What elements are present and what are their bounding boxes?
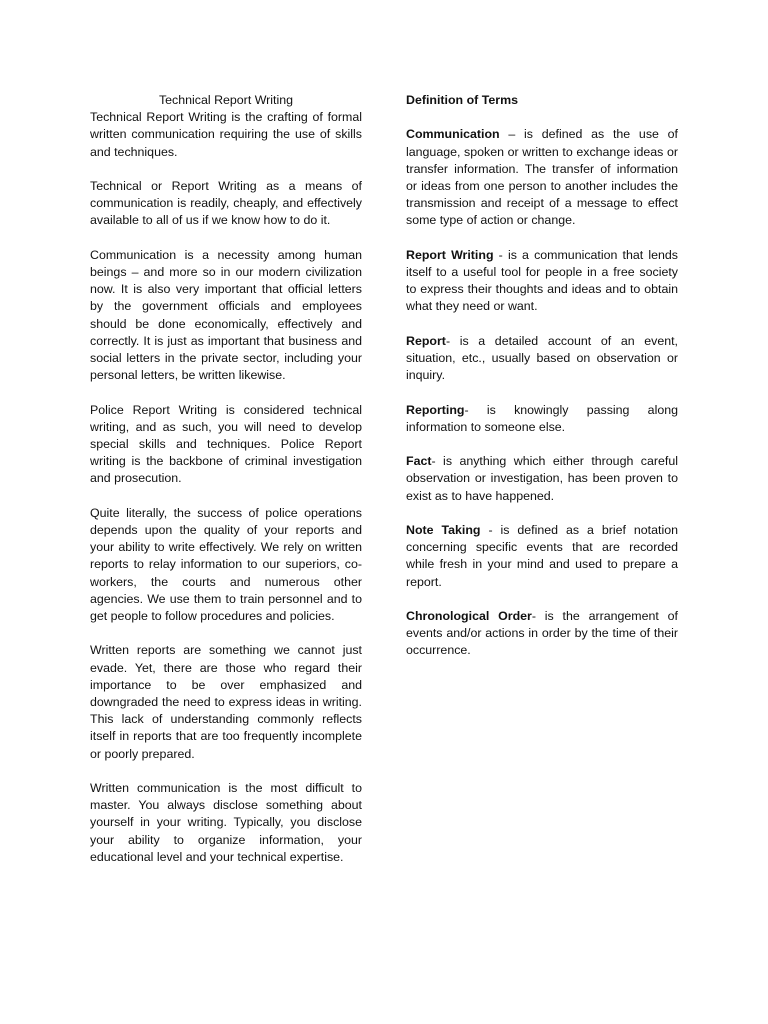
paragraph: Written reports are something we cannot just evade. Yet, there are those who regard their importance to be over emphasized and downgraded the need to express ideas in writing. This lack of understanding commonly reflects itself in reports that are too frequently incomplete or poorly prepared. xyxy=(90,643,362,761)
paragraph: Communication is a necessity among human beings – and more so in our modern civilization now. It is also very important that official letters by the government officials and employees should be done economically, effectively and correctly. It is just as important that business and social letters in the private sector, including your personal letters, be written likewise. xyxy=(90,247,362,383)
definition-term: Communication xyxy=(406,127,500,142)
paragraph: Written communication is the most difficult to master. You always disclose something about yourself in your writing. Typically, you disclose your ability to organize information, your educational level and your technical expertise. xyxy=(90,781,362,864)
definition-text: - is anything which either through careful observation or investigation, has been proven to exist as to have happened. xyxy=(406,454,678,503)
definition-term: Reporting xyxy=(406,402,465,417)
definition-text: - is the arrangement of events and/or actions in order by the time of their occurrence. xyxy=(406,608,678,658)
definition-report-writing xyxy=(406,247,678,316)
paragraph: Technical Report Writing is the crafting of formal written communication requiring the use of skills and techniques. xyxy=(90,110,362,159)
definitions-heading: Definition of Terms xyxy=(406,93,518,107)
definition-communication xyxy=(406,126,678,229)
definition-text: - is defined as a brief notation concerning specific events that are recorded while fresh in your mind and used to prepare a report. xyxy=(406,522,678,589)
definition-report xyxy=(406,333,678,385)
definition-text: - is a communication that lends itself to a useful tool for people in a free society to express their thoughts and ideas and to obtain what they need or want. xyxy=(406,247,678,314)
right-column xyxy=(406,92,678,677)
left-column xyxy=(90,92,362,883)
definition-term: Report xyxy=(406,333,446,348)
paragraph: Quite literally, the success of police operations depends upon the quality of your reports and your ability to write effectively. We rely on written reports to relay information to our superiors, co-workers, the courts and numerous other agencies. We use them to train personnel and to get people to follow procedures and policies. xyxy=(90,505,362,624)
definition-chronological-order xyxy=(406,608,678,660)
paragraph: Police Report Writing is considered technical writing, and as such, you will need to develop special skills and techniques. Police Report writing is the backbone of criminal investigation and prosecution. xyxy=(90,402,362,486)
definition-fact xyxy=(406,453,678,505)
definition-text: – is defined as the use of language, spoken or written to exchange ideas or transfer information. The transfer of information or ideas from one person to another includes the transmission and receipt of a message to effect some type of action or change. xyxy=(406,127,678,228)
definition-text: - is knowingly passing along information to someone else. xyxy=(406,402,678,434)
definition-text: - is a detailed account of an event, situation, etc., usually based on observation or inquiry. xyxy=(406,333,678,383)
paragraph: Technical or Report Writing as a means of communication is readily, cheaply, and effectively available to all of us if we know how to do it. xyxy=(90,179,362,228)
definition-reporting xyxy=(406,402,678,436)
definition-note-taking xyxy=(406,522,678,591)
definition-term: Fact xyxy=(406,454,432,469)
definition-term: Note Taking xyxy=(406,522,481,537)
document-title: Technical Report Writing xyxy=(158,93,294,107)
definition-term: Chronological Order xyxy=(406,608,532,623)
definition-term: Report Writing xyxy=(406,247,494,262)
